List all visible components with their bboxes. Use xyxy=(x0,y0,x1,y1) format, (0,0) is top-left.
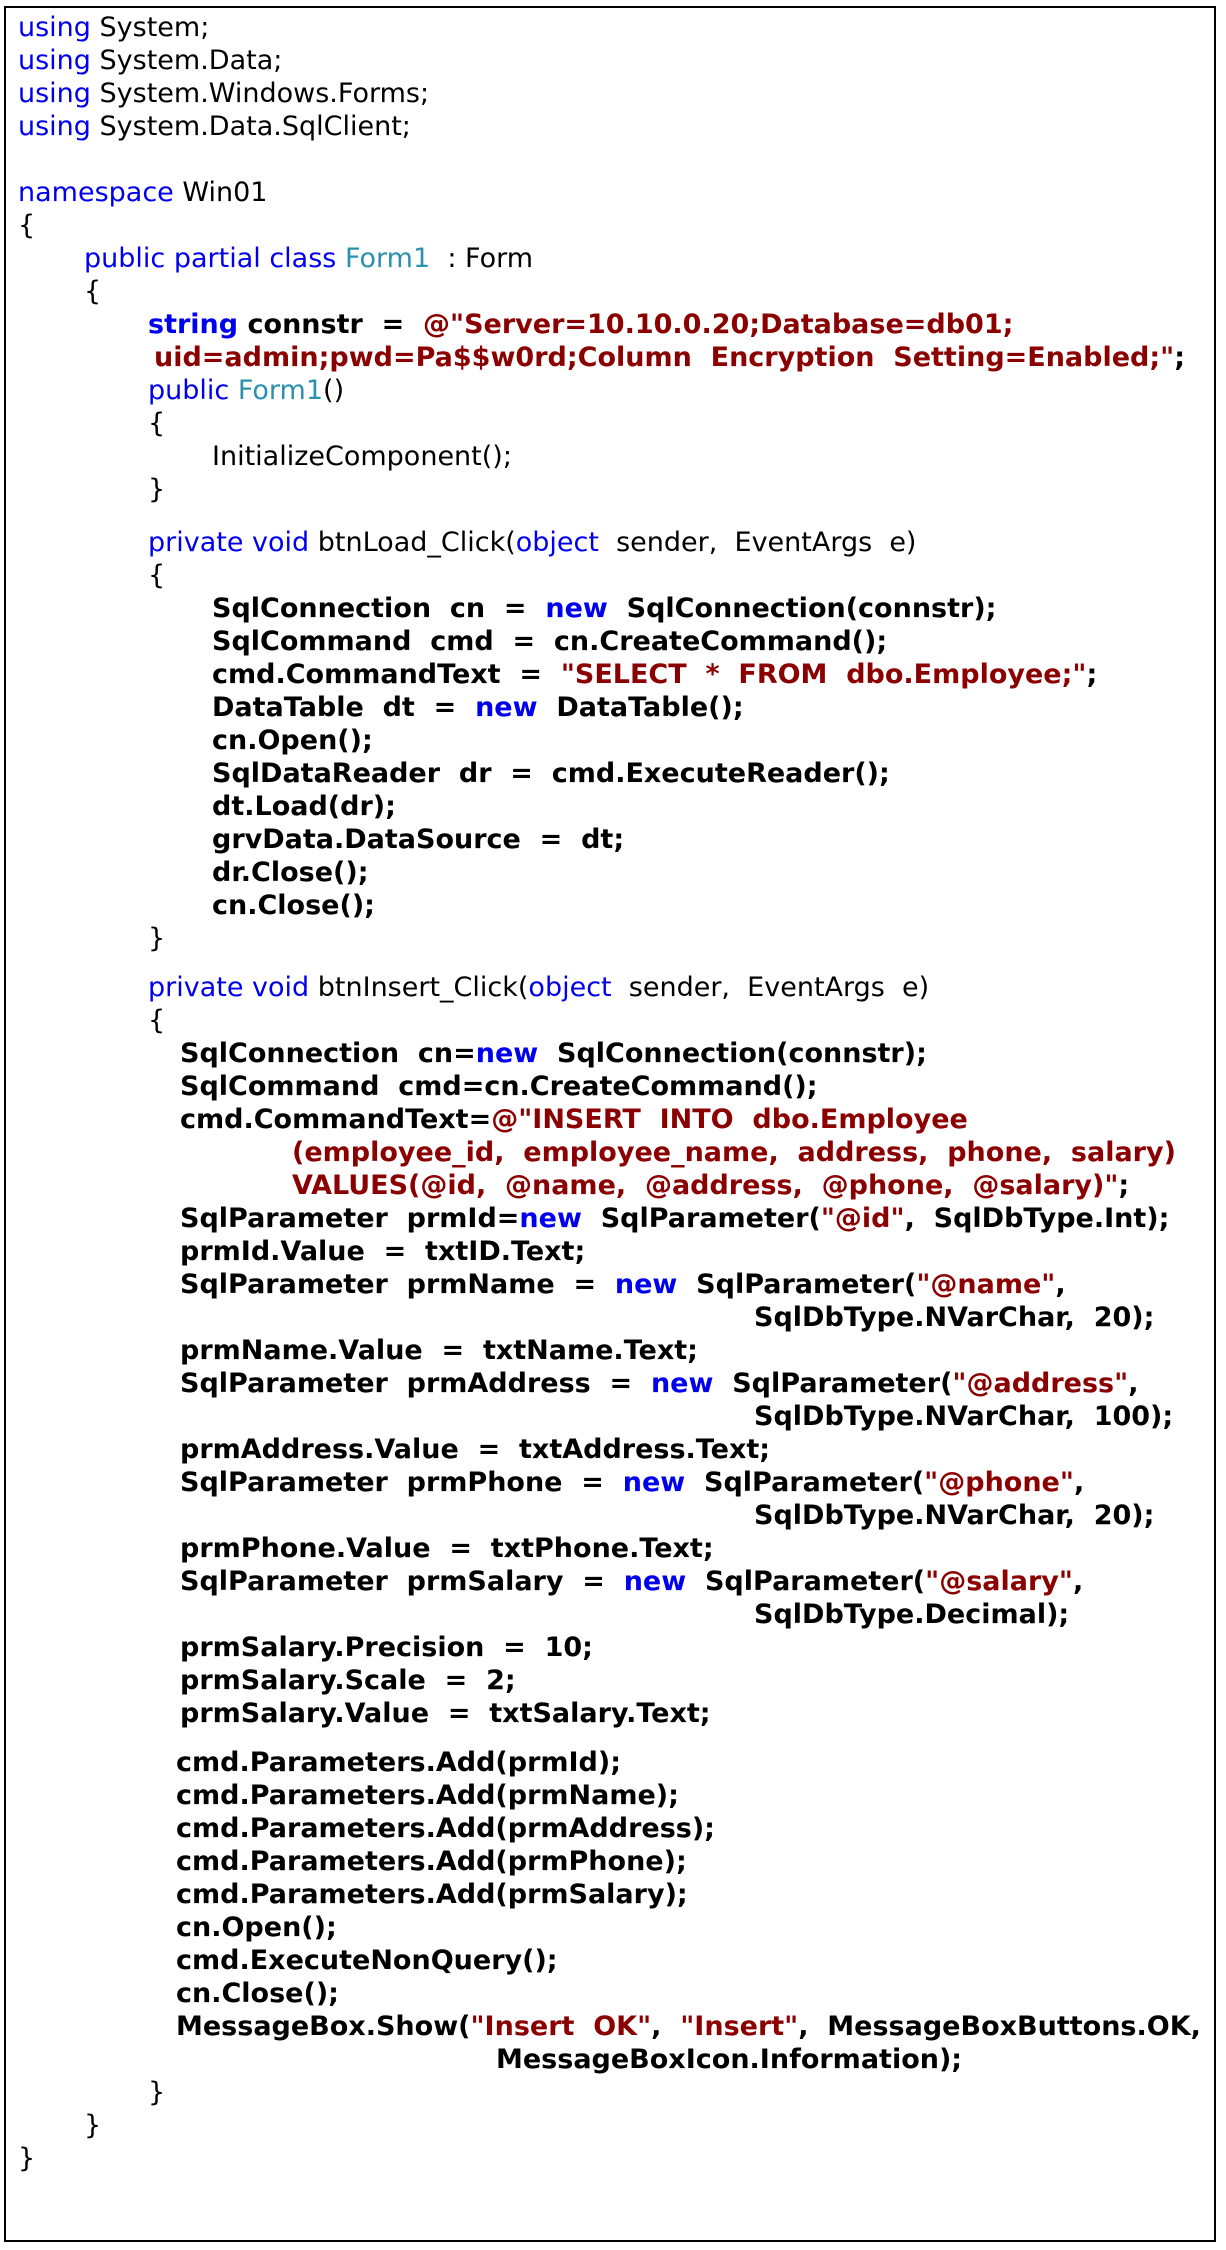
code-line xyxy=(180,1071,818,1103)
code-line xyxy=(212,692,744,724)
code-text: DataTable(); xyxy=(537,692,744,723)
code-line xyxy=(84,2110,101,2142)
code-text: SqlConnection cn = xyxy=(212,593,546,624)
code-text: () xyxy=(323,375,345,406)
code-line xyxy=(18,210,35,242)
code-string: @"INSERT INTO dbo.Employee xyxy=(491,1104,968,1135)
code-text: } xyxy=(84,2110,102,2141)
code-line xyxy=(176,1978,339,2010)
code-text: ; xyxy=(1086,659,1098,690)
code-line xyxy=(176,2011,1201,2043)
code-text: System.Data; xyxy=(90,45,283,76)
code-text: System.Data.SqlClient; xyxy=(90,111,411,142)
code-text: SqlDbType.NVarChar, 20); xyxy=(754,1500,1155,1531)
code-keyword: using xyxy=(18,12,91,43)
code-text: prmAddress.Value = txtAddress.Text; xyxy=(180,1434,771,1465)
code-line xyxy=(84,276,101,308)
code-line xyxy=(148,375,344,407)
code-text: SqlCommand cmd=cn.CreateCommand(); xyxy=(180,1071,818,1102)
code-line xyxy=(180,1368,1138,1400)
code-keyword: new xyxy=(622,1467,686,1498)
code-line xyxy=(754,1302,1154,1334)
code-text: cmd.CommandText= xyxy=(180,1104,492,1135)
code-line xyxy=(180,1203,1169,1235)
code-line xyxy=(148,560,165,592)
code-text: System.Windows.Forms; xyxy=(90,78,430,109)
code-text: } xyxy=(18,2143,36,2174)
code-line xyxy=(212,441,512,473)
code-text: prmSalary.Scale = 2; xyxy=(180,1665,516,1696)
code-line xyxy=(18,2143,35,2175)
code-string: "@id" xyxy=(820,1203,905,1234)
code-line xyxy=(180,1236,585,1268)
code-line xyxy=(148,972,929,1004)
code-keyword: private void xyxy=(148,972,310,1003)
code-text: SqlDataReader dr = cmd.ExecuteReader(); xyxy=(212,758,890,789)
code-line xyxy=(180,1434,770,1466)
code-line xyxy=(212,758,890,790)
code-text: cmd.CommandText = xyxy=(212,659,561,690)
code-line xyxy=(212,725,373,757)
code-text: , xyxy=(1072,1566,1084,1597)
code-line xyxy=(180,1038,927,1070)
code-text: btnInsert_Click( xyxy=(309,972,529,1003)
code-line xyxy=(180,1269,1066,1301)
code-line xyxy=(212,626,887,658)
code-text: { xyxy=(148,560,166,591)
code-text: , xyxy=(1073,1467,1085,1498)
code-keyword: namespace xyxy=(18,177,174,208)
code-text: : Form xyxy=(430,243,534,274)
code-keyword: new xyxy=(623,1566,687,1597)
code-keyword: using xyxy=(18,111,91,142)
code-text: SqlParameter prmSalary = xyxy=(180,1566,624,1597)
code-text: , SqlDbType.Int); xyxy=(904,1203,1170,1234)
code-text: dr.Close(); xyxy=(212,857,369,888)
code-text: prmSalary.Value = txtSalary.Text; xyxy=(180,1698,711,1729)
code-text: ; xyxy=(1118,1170,1130,1201)
code-text: SqlParameter prmAddress = xyxy=(180,1368,651,1399)
code-line xyxy=(176,1879,688,1911)
code-text: SqlParameter prmName = xyxy=(180,1269,615,1300)
code-line xyxy=(212,890,375,922)
code-line xyxy=(148,1005,165,1037)
code-string: "@phone" xyxy=(924,1467,1074,1498)
code-line xyxy=(148,408,165,440)
code-string: "@salary" xyxy=(925,1566,1073,1597)
code-line xyxy=(180,1335,698,1367)
code-line xyxy=(212,824,624,856)
code-text: { xyxy=(148,408,166,439)
code-line xyxy=(180,1104,968,1136)
code-keyword: object xyxy=(528,972,612,1003)
code-keyword: new xyxy=(614,1269,678,1300)
code-line xyxy=(180,1566,1083,1598)
code-line xyxy=(292,1170,1129,1202)
code-text: sender, EventArgs e) xyxy=(611,972,930,1003)
code-line xyxy=(754,1500,1154,1532)
code-text: cmd.Parameters.Add(prmSalary); xyxy=(176,1879,688,1910)
code-line xyxy=(212,857,369,889)
code-text: SqlDbType.NVarChar, 20); xyxy=(754,1302,1155,1333)
code-string: (employee_id, employee_name, address, phone, salary) xyxy=(292,1137,1176,1168)
code-text: , MessageBoxButtons.OK, xyxy=(798,2011,1201,2042)
code-text: SqlParameter( xyxy=(685,1467,925,1498)
code-text: grvData.DataSource = dt; xyxy=(212,824,625,855)
code-line xyxy=(212,791,396,823)
code-keyword: new xyxy=(519,1203,582,1234)
code-text: btnLoad_Click( xyxy=(309,527,516,558)
code-string: VALUES(@id, @name, @address, @phone, @salary)" xyxy=(292,1170,1119,1201)
code-text: SqlParameter( xyxy=(713,1368,953,1399)
code-line xyxy=(18,45,282,77)
code-line xyxy=(148,2077,165,2109)
code-line xyxy=(176,1846,687,1878)
code-text: { xyxy=(18,210,36,241)
code-line xyxy=(176,1813,715,1845)
code-text: cmd.Parameters.Add(prmName); xyxy=(176,1780,679,1811)
code-keyword: new xyxy=(475,1038,539,1069)
code-keyword: new xyxy=(650,1368,714,1399)
code-type: Form1 xyxy=(344,243,431,274)
code-text: SqlDbType.Decimal); xyxy=(754,1599,1070,1630)
code-keyword: using xyxy=(18,45,91,76)
code-keyword: string xyxy=(148,309,239,340)
code-line xyxy=(180,1632,593,1664)
code-string: "Insert" xyxy=(680,2011,799,2042)
code-string: "Insert OK" xyxy=(470,2011,652,2042)
code-line xyxy=(18,177,267,209)
code-text: SqlParameter( xyxy=(581,1203,821,1234)
code-line xyxy=(754,1401,1173,1433)
code-line xyxy=(180,1698,711,1730)
code-line xyxy=(148,527,916,559)
code-type: Form1 xyxy=(237,375,324,406)
code-line xyxy=(18,12,209,44)
code-text: SqlParameter prmPhone = xyxy=(180,1467,623,1498)
code-keyword: private void xyxy=(148,527,310,558)
code-text: prmId.Value = txtID.Text; xyxy=(180,1236,586,1267)
code-keyword: new xyxy=(475,692,538,723)
code-text: ; xyxy=(1174,342,1186,373)
code-text: MessageBox.Show( xyxy=(176,2011,471,2042)
code-line xyxy=(176,1747,621,1779)
code-text: } xyxy=(148,923,166,954)
code-keyword: using xyxy=(18,78,91,109)
code-line xyxy=(754,1599,1069,1631)
code-text: MessageBoxIcon.Information); xyxy=(496,2044,963,2075)
code-line xyxy=(18,78,429,110)
code-keyword: public xyxy=(148,375,230,406)
code-keyword: new xyxy=(545,593,608,624)
code-line xyxy=(212,659,1097,691)
code-text: cn.Open(); xyxy=(212,725,373,756)
code-line xyxy=(180,1533,714,1565)
code-text: , xyxy=(651,2011,681,2042)
code-line xyxy=(18,111,411,143)
code-string: "@address" xyxy=(952,1368,1129,1399)
code-text: SqlConnection(connstr); xyxy=(607,593,997,624)
code-text: SqlCommand cmd = cn.CreateCommand(); xyxy=(212,626,888,657)
code-text: connstr = xyxy=(238,309,424,340)
code-text: cmd.Parameters.Add(prmId); xyxy=(176,1747,622,1778)
code-text: prmName.Value = txtName.Text; xyxy=(180,1335,698,1366)
code-line xyxy=(292,1137,1176,1169)
code-text: prmSalary.Precision = 10; xyxy=(180,1632,593,1663)
code-line xyxy=(212,593,996,625)
code-text: { xyxy=(148,1005,166,1036)
code-string: "@name" xyxy=(916,1269,1056,1300)
code-text: { xyxy=(84,276,102,307)
code-text: cmd.Parameters.Add(prmAddress); xyxy=(176,1813,715,1844)
code-keyword: object xyxy=(515,527,599,558)
code-text: SqlParameter prmId= xyxy=(180,1203,520,1234)
code-line xyxy=(176,1780,679,1812)
code-text xyxy=(229,375,238,406)
code-text: DataTable dt = xyxy=(212,692,476,723)
code-string: @"Server=10.10.0.20;Database=db01; xyxy=(423,309,1014,340)
code-text: cmd.ExecuteNonQuery(); xyxy=(176,1945,558,1976)
code-line xyxy=(180,1665,516,1697)
code-text: , xyxy=(1055,1269,1066,1300)
code-line xyxy=(180,1467,1084,1499)
code-text: SqlParameter( xyxy=(677,1269,917,1300)
code-text: SqlConnection(connstr); xyxy=(538,1038,927,1069)
code-text: System; xyxy=(90,12,210,43)
code-text: } xyxy=(148,2077,166,2108)
code-line xyxy=(84,243,533,275)
code-line xyxy=(154,342,1185,374)
code-line xyxy=(148,474,165,506)
code-text: SqlDbType.NVarChar, 100); xyxy=(754,1401,1174,1432)
code-text: prmPhone.Value = txtPhone.Text; xyxy=(180,1533,714,1564)
code-text: cn.Open(); xyxy=(176,1912,337,1943)
code-text: cn.Close(); xyxy=(176,1978,339,2009)
code-line xyxy=(496,2044,962,2076)
code-text: } xyxy=(148,474,166,505)
code-line xyxy=(176,1945,558,1977)
code-text: dt.Load(dr); xyxy=(212,791,396,822)
code-text: sender, EventArgs e) xyxy=(598,527,917,558)
code-text: SqlParameter( xyxy=(686,1566,926,1597)
code-line xyxy=(176,1912,337,1944)
code-keyword: public partial class xyxy=(84,243,337,274)
code-string: uid=admin;pwd=Pa$$w0rd;Column Encryption Setting=Enabled;" xyxy=(154,342,1175,373)
code-text: SqlConnection cn= xyxy=(180,1038,476,1069)
code-line xyxy=(148,923,165,955)
code-text: cmd.Parameters.Add(prmPhone); xyxy=(176,1846,687,1877)
code-string: "SELECT * FROM dbo.Employee;" xyxy=(560,659,1087,690)
code-text: cn.Close(); xyxy=(212,890,375,921)
code-text xyxy=(336,243,345,274)
code-text: Win01 xyxy=(173,177,268,208)
code-line xyxy=(148,309,1013,341)
code-text: , xyxy=(1128,1368,1139,1399)
code-text: InitializeComponent(); xyxy=(212,441,512,472)
